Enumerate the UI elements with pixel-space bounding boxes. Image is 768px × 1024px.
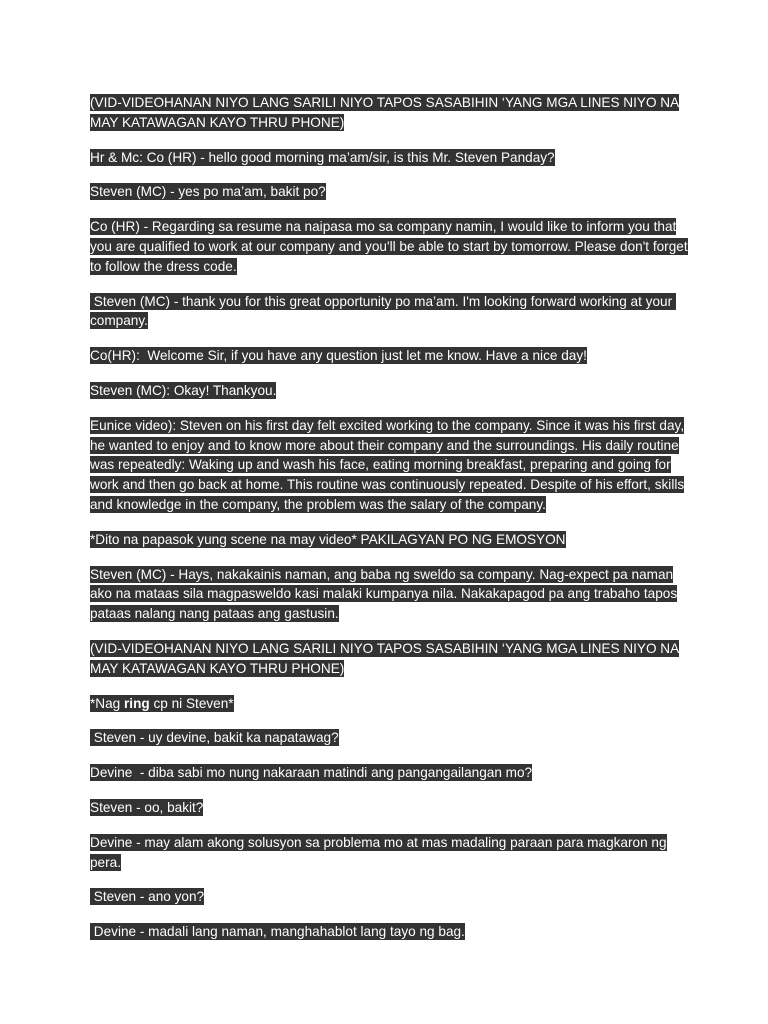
paragraph-instruction-1 (90, 93, 690, 133)
paragraph-steven-reply (90, 182, 690, 202)
ring-note-after: cp ni Steven* (149, 695, 234, 711)
dialogue-line-5 (90, 887, 690, 907)
paragraph-text: Steven (MC) - thank you for this great opportunity po ma’am. I'm looking forward working at your company. (90, 293, 676, 329)
script-document (90, 93, 690, 957)
ring-note-before: *Nag (90, 695, 125, 711)
ring-note-bold: ring (124, 695, 150, 711)
paragraph-text: Eunice video): Steven on his first day felt excited working to the company. Since it was his first day, he wanted to enjoy and to know more about their company and the surroundings. His daily routine was repeatedly: Waking up and wash his face, eating morning breakfast, preparing and going for work and then go back at home. This routine was continuously repeated. Despite of his effort, skills and knowledge in the company, the problem was the salary of the company. (90, 417, 685, 512)
paragraph-text: Co(HR): Welcome Sir, if you have any question just let me know. Have a nice day! (90, 348, 587, 364)
paragraph-scene-note (90, 530, 690, 550)
paragraph-narration (90, 416, 690, 515)
dialogue-text: Steven - oo, bakit? (90, 799, 204, 815)
paragraph-steven-okay (90, 381, 690, 401)
dialogue-line-2 (90, 763, 690, 783)
paragraph-text: (VID-VIDEOHANAN NIYO LANG SARILI NIYO TAPOS SASABIHIN ‘YANG MGA LINES NIYO NA MAY KATAWAGAN KAYO THRU PHONE) (90, 95, 680, 130)
dialogue-line-3 (90, 798, 690, 818)
dialogue-text: Devine - may alam akong solusyon sa problema mo at mas madaling paraan para magkaron ng pera. (90, 834, 667, 870)
dialogue-line-6 (90, 922, 690, 942)
dialogue-line-1 (90, 728, 690, 748)
dialogue-text: Steven - ano yon? (90, 889, 205, 905)
paragraph-steven-thanks (90, 292, 690, 332)
paragraph-text: Hr & Mc: Co (HR) - hello good morning ma’am/sir, is this Mr. Steven Panday? (90, 149, 555, 165)
paragraph-steven-complaint (90, 565, 690, 624)
paragraph-text: Steven (MC) - yes po ma’am, bakit po? (90, 184, 326, 200)
paragraph-ring-note (90, 694, 690, 714)
dialogue-line-4 (90, 833, 690, 873)
paragraph-text: Steven (MC): Okay! Thankyou. (90, 382, 277, 398)
dialogue-text: Devine - madali lang naman, manghahablot lang tayo ng bag. (90, 924, 465, 940)
paragraph-text: *Dito na papasok yung scene na may video* PAKILAGYAN PO NG EMOSYON (90, 531, 566, 547)
paragraph-hr-offer (90, 217, 690, 276)
dialogue-text: Steven - uy devine, bakit ka napatawag? (90, 730, 339, 746)
dialogue-text: Devine - diba sabi mo nung nakaraan matindi ang pangangailangan mo? (90, 765, 533, 781)
paragraph-hr-welcome (90, 346, 690, 366)
paragraph-text: (VID-VIDEOHANAN NIYO LANG SARILI NIYO TAPOS SASABIHIN ‘YANG MGA LINES NIYO NA MAY KATAWAGAN KAYO THRU PHONE) (90, 640, 680, 676)
paragraph-text: Co (HR) - Regarding sa resume na naipasa mo sa company namin, I would like to inform you that you are qualified to work at our company and you'll be able to start by tomorrow. Please don't forget to follow the dress code. (90, 219, 688, 274)
paragraph-hr-greeting (90, 148, 690, 168)
paragraph-text: Steven (MC) - Hays, nakakainis naman, ang baba ng sweldo sa company. Nag-expect pa naman ako na mataas sila magpasweldo kasi malaki kumpanya nila. Nakakapagod pa ang trabaho tapos pataas nalang nang pataas ang gastusin. (90, 566, 678, 622)
ring-note-text (90, 695, 234, 712)
paragraph-instruction-2 (90, 639, 690, 679)
